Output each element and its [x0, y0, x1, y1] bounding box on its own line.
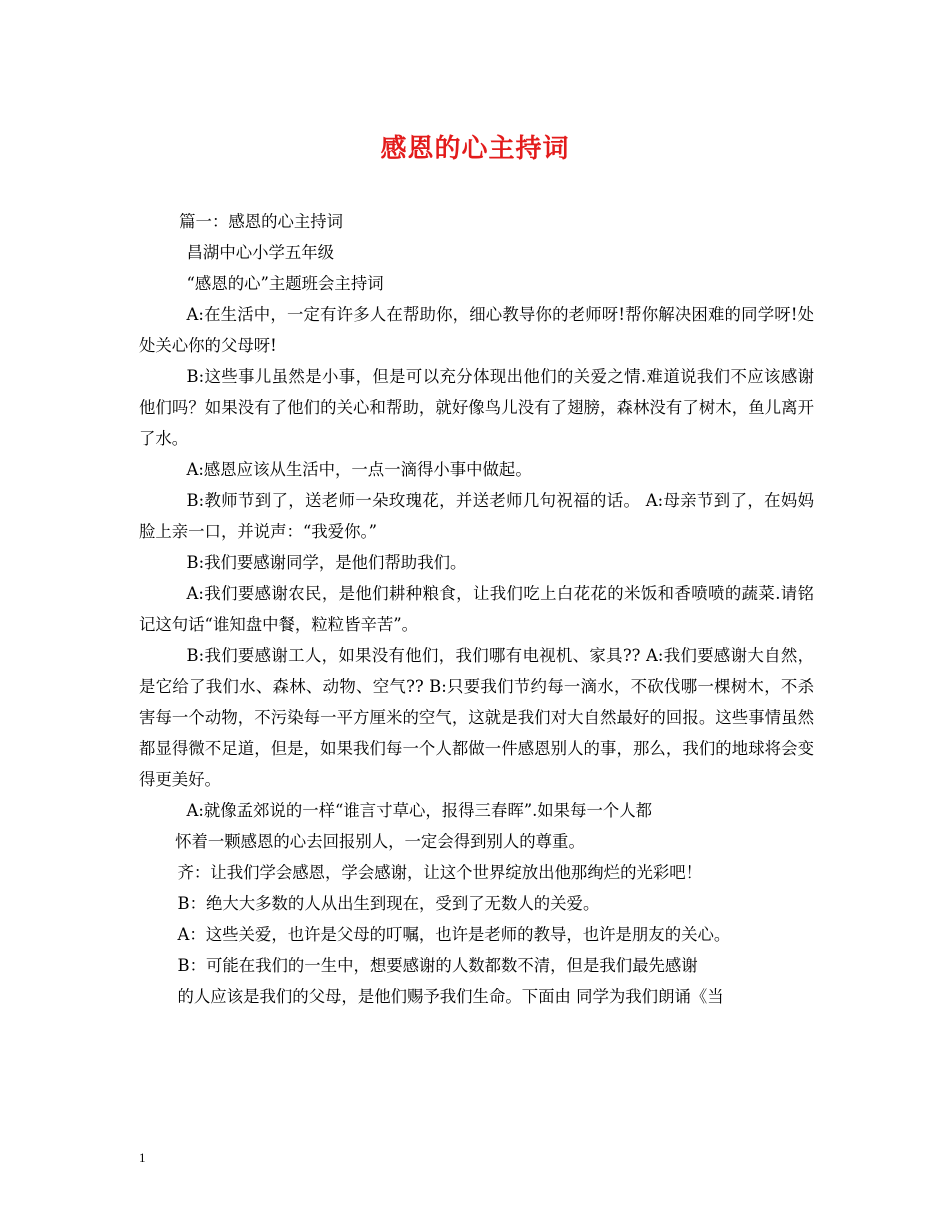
paragraph-subtitle: “感恩的心”主题班会主持词 — [186, 274, 384, 293]
paragraph-text: B:我们要感谢同学，是他们帮助我们。 — [186, 553, 467, 572]
document-title: 感恩的心主持词 — [380, 134, 570, 164]
paragraph-text: A：这些关爱，也许是父母的叮嘱，也许是老师的教导，也许是朋友的关心。 — [177, 925, 731, 944]
paragraph-text: A:我们要感谢农民，是他们耕种粮食，让我们吃上白花花的米饭和香喷喷的蔬菜.请铭记这句话“谁知盘中餐，粒粒皆辛苦”。 — [139, 584, 814, 634]
paragraph-text: A:在生活中，一定有许多人在帮助你，细心教导你的老师呀!帮你解决困难的同学呀!处处关心你的父母呀! — [139, 305, 814, 355]
paragraph-text: B:我们要感谢工人，如果没有他们，我们哪有电视机、家具?? A:我们要感谢大自然，是它给了我们水、森林、动物、空气?? B:只要我们节约每一滴水，不砍伐哪一棵树木，不杀害每一个动物，不污染每一平方厘米的空气，这就是我们对大自然最好的回报。这些事情虽然都显得微不足道，但是，如果我们每一个人都做一件感恩别人的事，那么，我们的地球将会变得更美好。 — [139, 646, 814, 789]
paragraph-text: 齐：让我们学会感恩，学会感谢，让这个世界绽放出他那绚烂的光彩吧！ — [177, 863, 703, 882]
paragraph-text: B:这些事儿虽然是小事，但是可以充分体现出他们的关爱之情.难道说我们不应该感谢他们吗？如果没有了他们的关心和帮助，就好像鸟儿没有了翅膀，森林没有了树木，鱼儿离开了水。 — [139, 367, 814, 448]
page-number: 1 — [139, 1150, 146, 1165]
document-body — [139, 206, 814, 1012]
paragraph-text: 的人应该是我们的父母，是他们赐予我们生命。下面由 同学为我们朗诵《当 — [177, 987, 724, 1006]
paragraph-text: B：可能在我们的一生中，想要感谢的人数都数不清，但是我们最先感谢 — [177, 956, 698, 975]
paragraph-section-heading: 篇一：感恩的心主持词 — [179, 212, 344, 231]
paragraph-text: A:感恩应该从生活中，一点一滴得小事中做起。 — [186, 460, 532, 479]
paragraph-text: B：绝大大多数的人从出生到现在，受到了无数人的关爱。 — [177, 894, 600, 913]
paragraph-school-name: 昌湖中心小学五年级 — [186, 243, 335, 262]
paragraph-text: A:就像孟郊说的一样“谁言寸草心，报得三春晖”.如果每一个人都 — [186, 801, 653, 820]
paragraph-text: B:教师节到了，送老师一朵玫瑰花，并送老师几句祝福的话。 A:母亲节到了，在妈妈脸上亲一口，并说声：“我爱你。” — [139, 491, 814, 541]
paragraph-text: 怀着一颗感恩的心去回报别人，一定会得到别人的尊重。 — [175, 832, 585, 851]
